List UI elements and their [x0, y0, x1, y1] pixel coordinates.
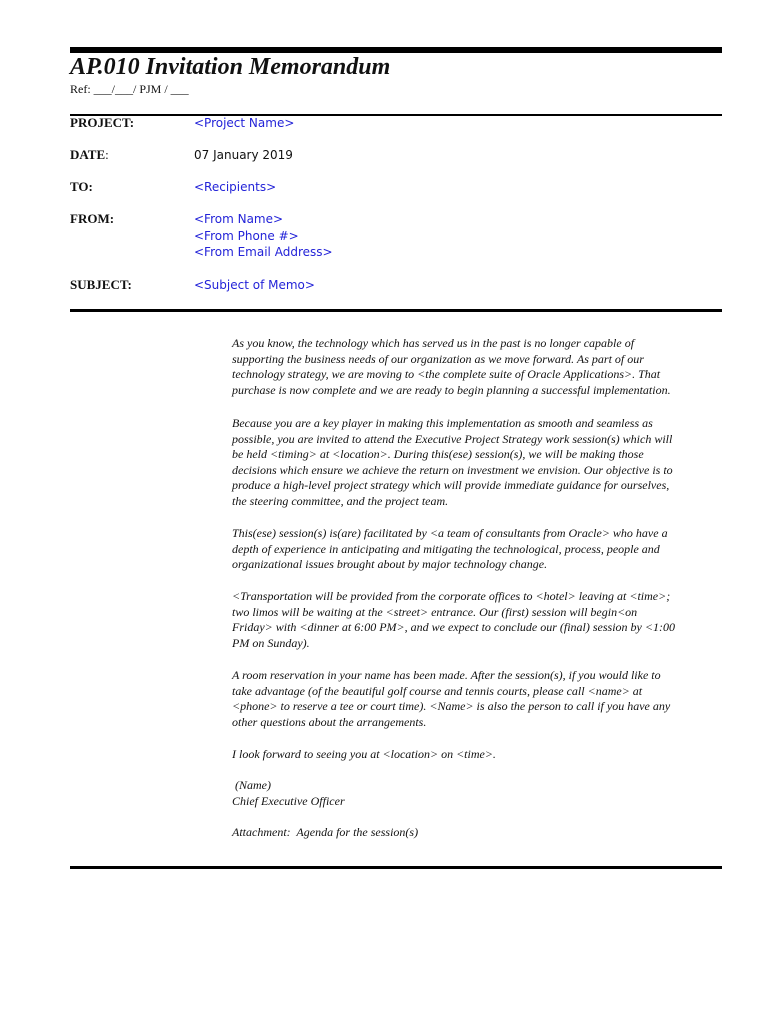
body-line: the steering committee, and the project team. [232, 493, 449, 508]
body-line: technology strategy, we are moving to <the complete suite of Oracle Applications>. That [232, 367, 661, 382]
body-line: two limos will be waiting at the <street> entrance. Our (first) session will begin<on [232, 604, 638, 619]
subject-label: SUBJECT: [70, 277, 132, 292]
attachment-line [232, 825, 724, 841]
body-paragraph-2 [232, 416, 724, 510]
date-label-colon: : [105, 147, 109, 162]
body-line: Because you are a key player in making this implementation as smooth and seamless as [232, 416, 653, 430]
body-line: Friday> with <dinner at 6:00 PM>, and we expect to conclude our (final) session by <1:00 [232, 620, 675, 635]
body-line: depth of experience in anticipating and mitigating the technological, process, people and [232, 541, 660, 556]
header-rule [70, 114, 722, 116]
body-line: supporting the business needs of our organization as we move forward. As part of our [232, 351, 644, 366]
date-label-text: DATE [70, 147, 106, 162]
date-value: 07 January 2019 [194, 148, 293, 162]
to-value: <Recipients> [194, 180, 277, 194]
body-line: This(ese) session(s) is(are) facilitated by <a team of consultants from Oracle> who have a [232, 526, 668, 540]
body-paragraph-1 [232, 336, 724, 398]
memo-ref: Ref: ___/___/ PJM / ___ [70, 82, 189, 96]
signature-name: (Name) [232, 778, 271, 792]
subject-value: <Subject of Memo> [194, 278, 315, 292]
body-line: PM on Sunday). [232, 635, 310, 650]
body-line: As you know, the technology which has served us in the past is no longer capable of [232, 336, 635, 350]
to-label: TO: [70, 179, 93, 194]
from-value [194, 211, 333, 261]
body-line: decisions which ensure we achieve the return on investment we envision. Our objective is to [232, 462, 673, 477]
from-label: FROM: [70, 211, 115, 226]
project-label: PROJECT: [70, 115, 135, 130]
from-email: <From Email Address> [194, 245, 333, 259]
body-line: <Transportation will be provided from the corporate offices to <hotel> leaving at <time>; [232, 589, 671, 603]
signature-title: Chief Executive Officer [232, 793, 345, 808]
body-line: purchase is now complete and we are ready to begin planning a successful implementation. [232, 382, 671, 397]
body-line: possible, you are invited to attend the Executive Project Strategy work session(s) which will [232, 431, 673, 446]
from-phone: <From Phone #> [194, 228, 299, 243]
body-paragraph-5 [232, 668, 724, 730]
body-line: produce a high-level project strategy which will provide immediate guidance for ourselves, [232, 478, 670, 493]
fields-rule [70, 309, 722, 312]
body-paragraph-4 [232, 589, 724, 651]
body-line: other questions about the arrangements. [232, 714, 427, 729]
signature-block [232, 778, 724, 809]
body-line: I look forward to seeing you at <location> on <time>. [232, 747, 496, 761]
memo-title: AP.010 Invitation Memorandum [70, 54, 391, 80]
body-paragraph-3 [232, 526, 724, 573]
project-value: <Project Name> [194, 116, 295, 130]
from-name: <From Name> [194, 212, 284, 226]
body-line: organizational issues brought about by major technology change. [232, 557, 548, 572]
body-line: take advantage (of the beautiful golf course and tennis courts, please call <name> at [232, 683, 643, 698]
body-line: be held <timing> at <location>. During this(ese) session(s), we will be making those [232, 447, 644, 462]
body-paragraph-6 [232, 747, 724, 763]
date-label [70, 147, 109, 163]
body-line: A room reservation in your name has been made. After the session(s), if you would like to [232, 668, 661, 682]
bottom-rule [70, 866, 722, 869]
attachment-text: Attachment: Agenda for the session(s) [232, 825, 419, 839]
body-line: <phone> to reserve a tee or court time). <Name> is also the person to call if you have any [232, 699, 671, 714]
